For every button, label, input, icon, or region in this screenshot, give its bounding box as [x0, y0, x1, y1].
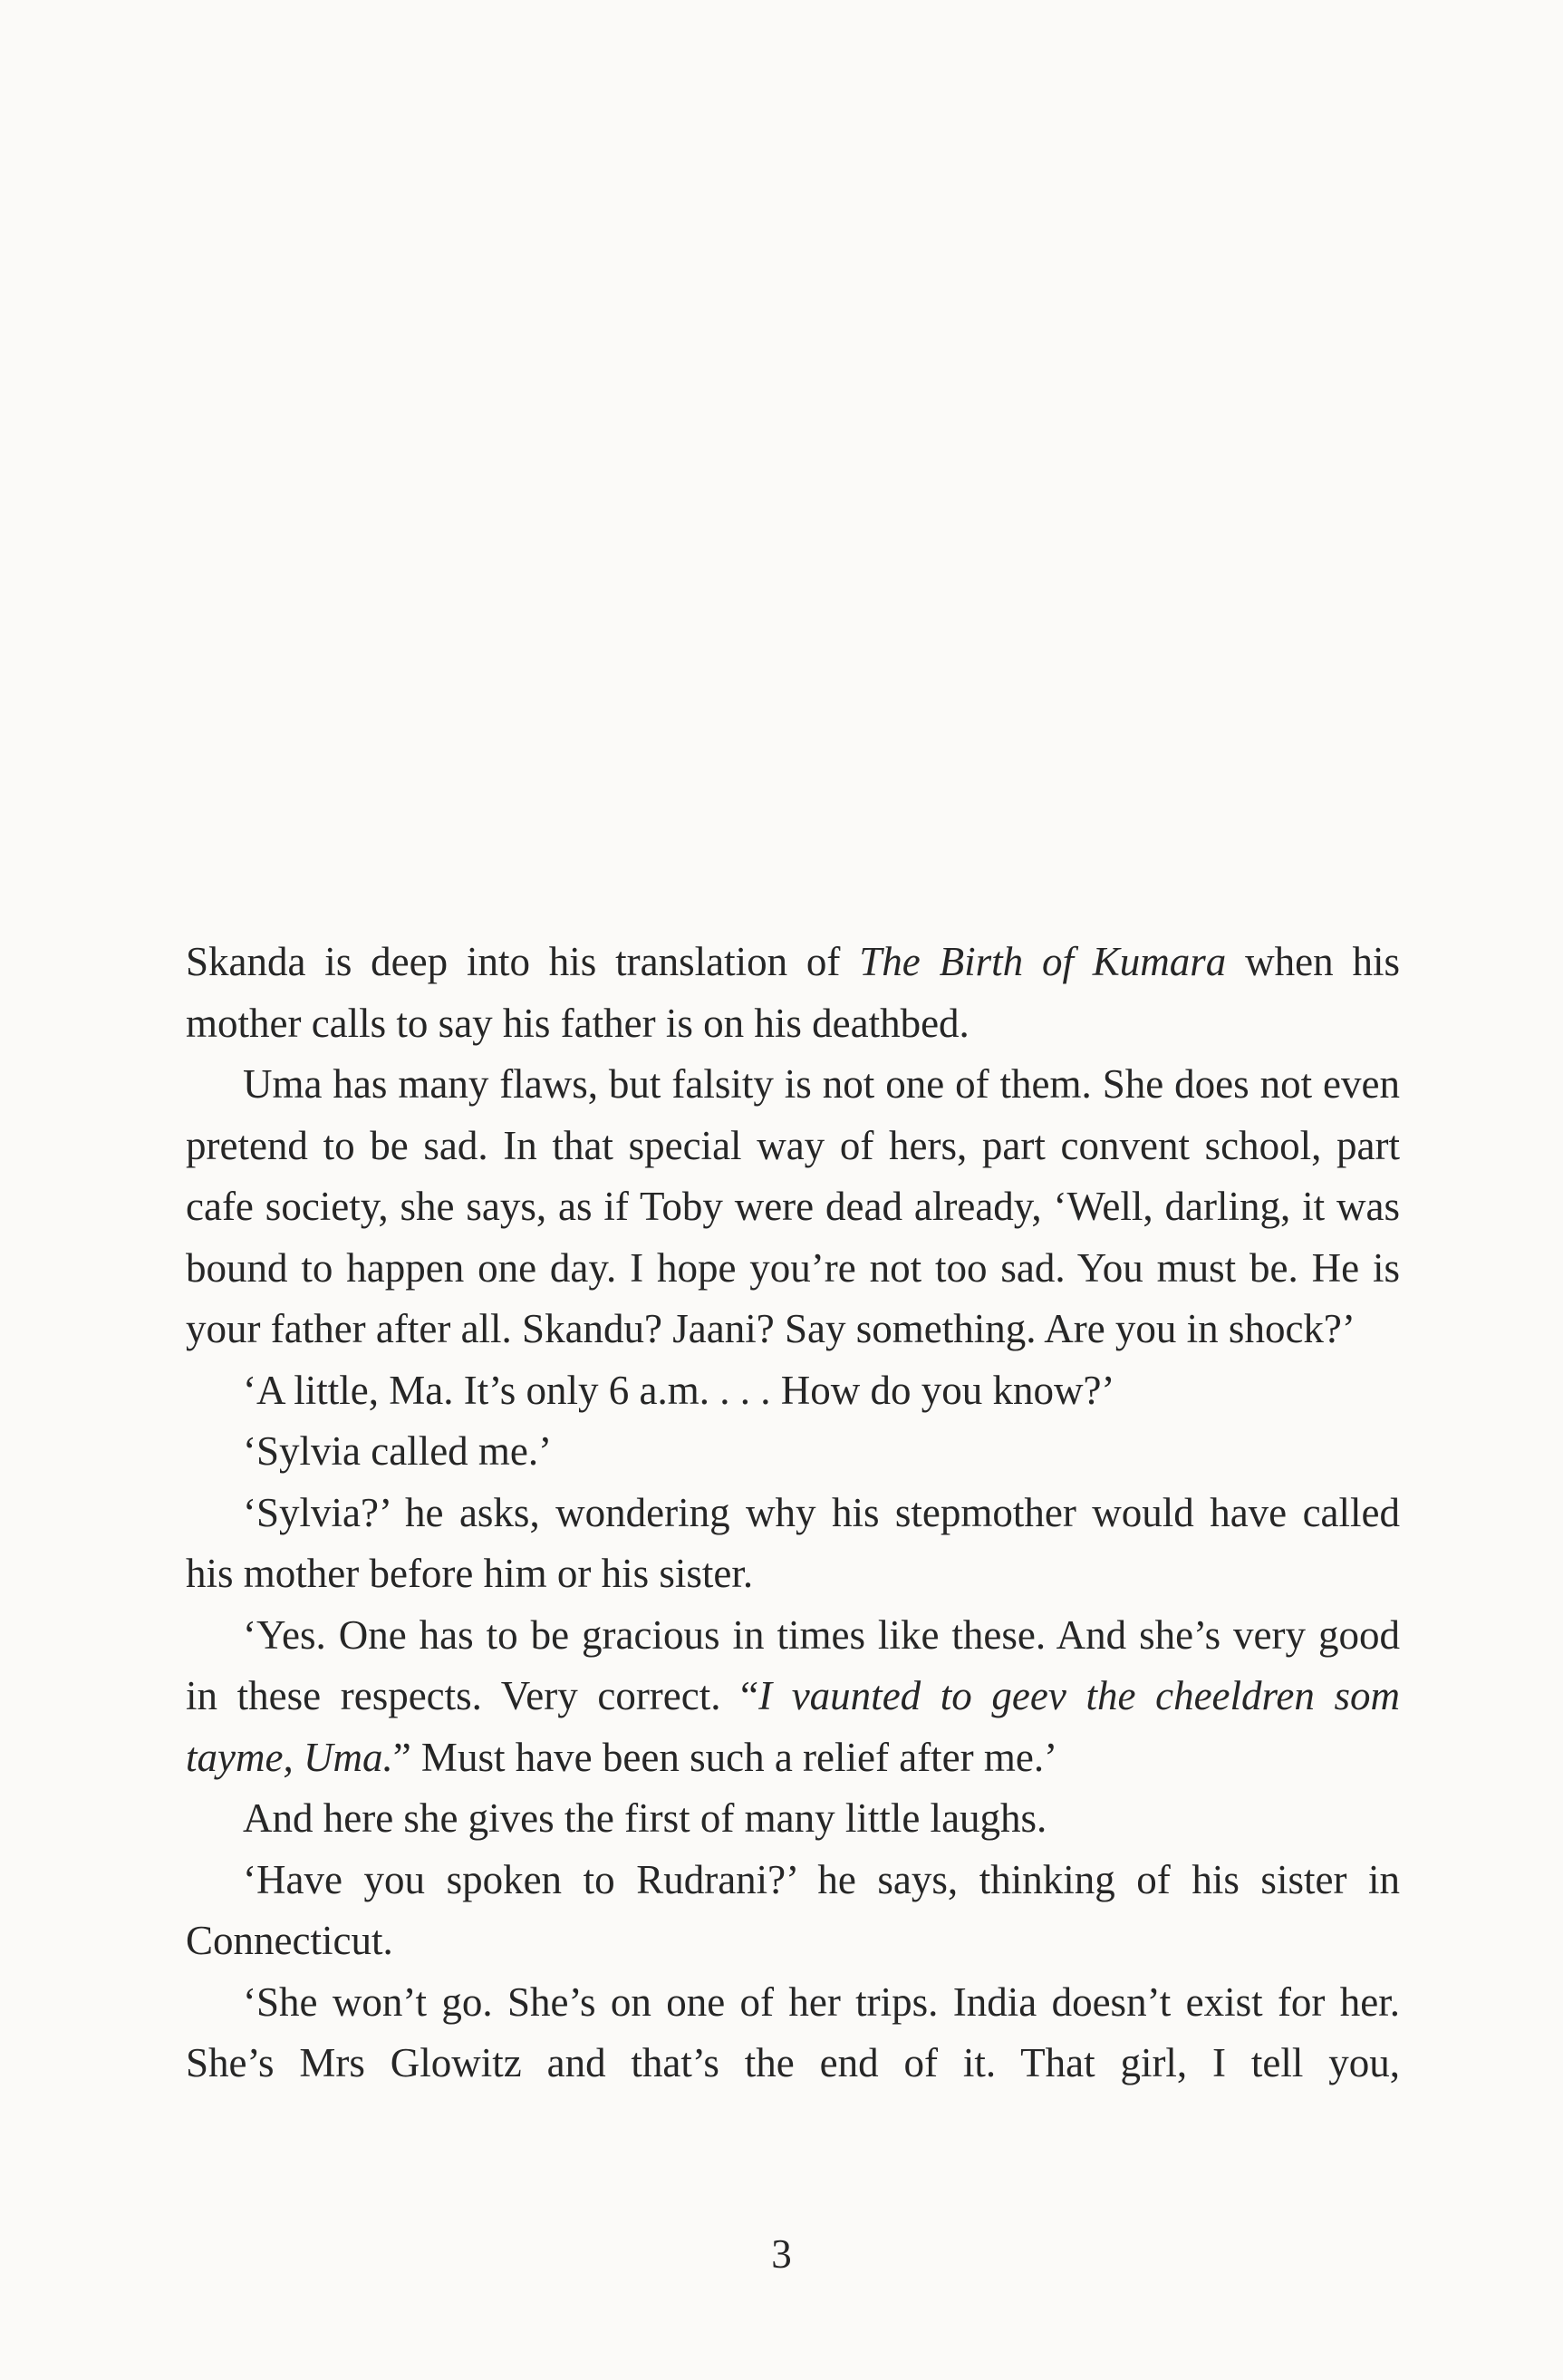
text-run: ‘Sylvia called me.’ [243, 1428, 553, 1474]
italic-text: I vaunted to geev the cheeldren som tayme, Uma. [186, 1673, 1400, 1780]
paragraph [186, 1360, 1400, 1422]
text-run: ‘A little, Ma. It’s only 6 a.m. . . . How do you know?’ [243, 1367, 1115, 1413]
text-run: Skanda is deep into his translation of [186, 939, 860, 984]
text-run: ‘She won’t go. She’s on one of her trips. India doesn’t exist for her. She’s Mrs Glowitz and that’s the end of it. That girl, I tell you, [186, 1978, 1400, 2085]
italic-text: The Birth of Kumara [859, 939, 1227, 984]
paragraph [186, 1850, 1400, 1972]
text-run: Uma has many flaws, but falsity is not one of them. She does not even pretend to be sad. In that special way of hers, part convent school, part cafe society, she says, as if Toby were dead already, ‘Well, darling, it was bound to happen one day. I hope you’re not too sad. You must be. He is your father after all. Skandu? Jaani? Say something. Are you in shock?’ [186, 1061, 1400, 1351]
page-number: 3 [771, 2231, 792, 2277]
paragraph [186, 1605, 1400, 1789]
paragraph [186, 1972, 1400, 2095]
text-run: when his mother calls to say his father is on his deathbed. [186, 939, 1400, 1046]
body-text [186, 932, 1400, 2095]
paragraph [186, 932, 1400, 1054]
text-run: ‘Sylvia?’ he asks, wondering why his stepmother would have called his mother before him or his sister. [186, 1489, 1400, 1596]
text-run: ” Must have been such a relief after me.’ [392, 1734, 1058, 1780]
paragraph [186, 1788, 1400, 1850]
text-run: And here she gives the first of many little laughs. [243, 1795, 1047, 1841]
text-run: ‘Have you spoken to Rudrani?’ he says, thinking of his sister in Connecticut. [186, 1856, 1400, 1963]
text-run: ‘Yes. One has to be gracious in times like these. And she’s very good in these respects. Very correct. “ [186, 1611, 1400, 1718]
paragraph [186, 1483, 1400, 1605]
paragraph [186, 1054, 1400, 1360]
paragraph [186, 1421, 1400, 1483]
